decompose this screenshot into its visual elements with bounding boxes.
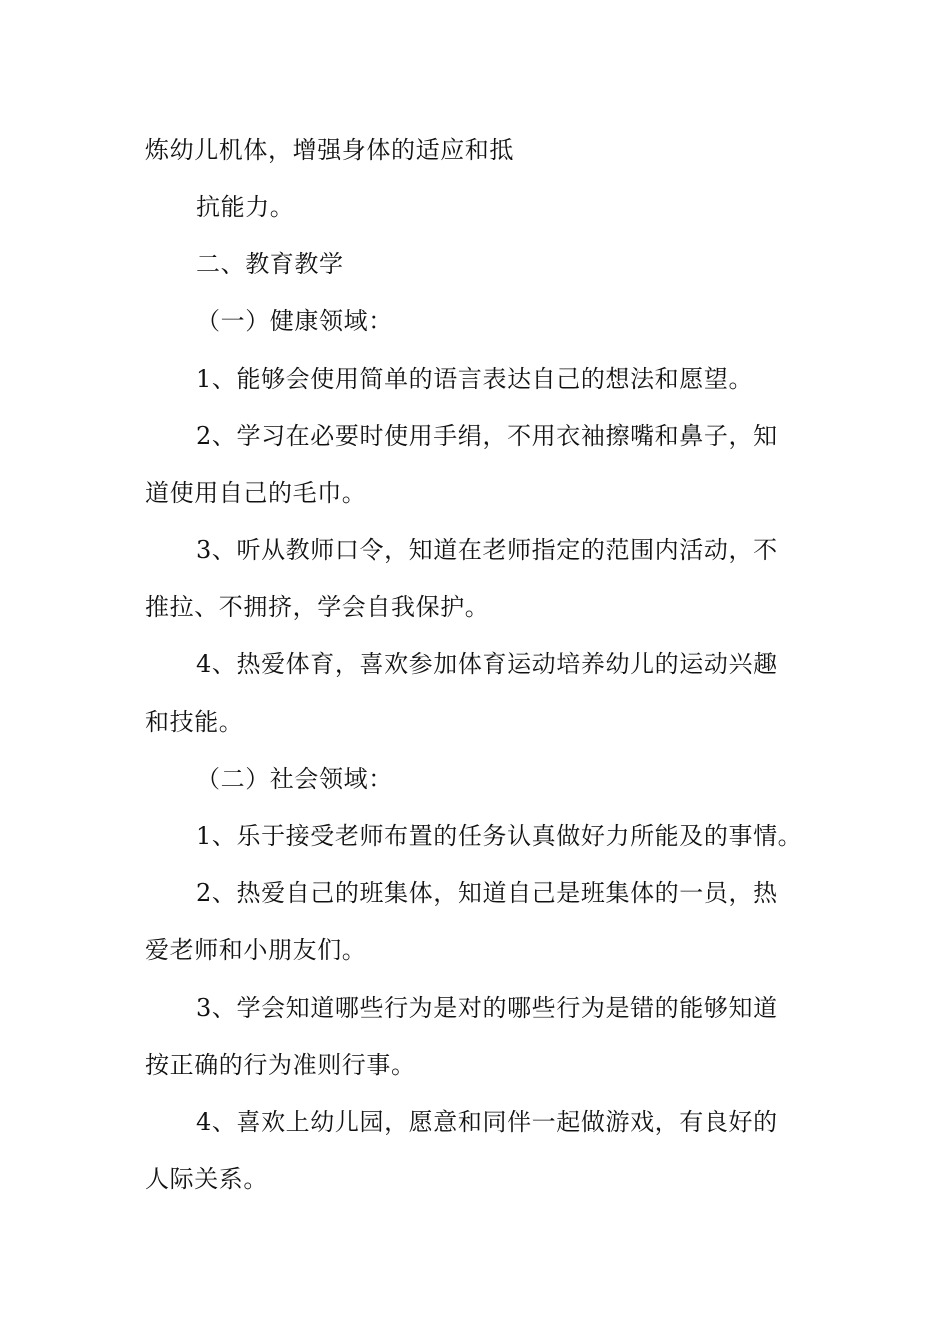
list-item: 4、喜欢上幼儿园，愿意和同伴一起做游戏，有良好的 [196,1108,778,1136]
text-line: 和技能。 [145,708,244,736]
list-item: 4、热爱体育，喜欢参加体育运动培养幼儿的运动兴趣 [196,650,778,678]
text-line: 炼幼儿机体，增强身体的适应和抵 [145,136,514,164]
list-item: 2、热爱自己的班集体，知道自己是班集体的一员，热 [196,879,778,907]
text-line: 按正确的行为准则行事。 [145,1051,416,1079]
list-item: 3、听从教师口令，知道在老师指定的范围内活动，不 [196,536,778,564]
text-line: 人际关系。 [145,1165,268,1193]
list-item: 2、学习在必要时使用手绢，不用衣袖擦嘴和鼻子，知 [196,422,778,450]
text-line: 道使用自己的毛巾。 [145,479,367,507]
text-line: 抗能力。 [196,193,295,221]
text-line: 爱老师和小朋友们。 [145,936,367,964]
subsection-heading: （一）健康领域： [196,307,393,335]
list-item: 1、能够会使用简单的语言表达自己的想法和愿望。 [196,365,754,393]
list-item: 1、乐于接受老师布置的任务认真做好力所能及的事情。 [196,822,803,850]
text-line: 推拉、不拥挤，学会自我保护。 [145,593,490,621]
section-heading: 二、教育教学 [196,250,344,278]
list-item: 3、学会知道哪些行为是对的哪些行为是错的能够知道 [196,994,778,1022]
subsection-heading: （二）社会领域： [196,765,393,793]
